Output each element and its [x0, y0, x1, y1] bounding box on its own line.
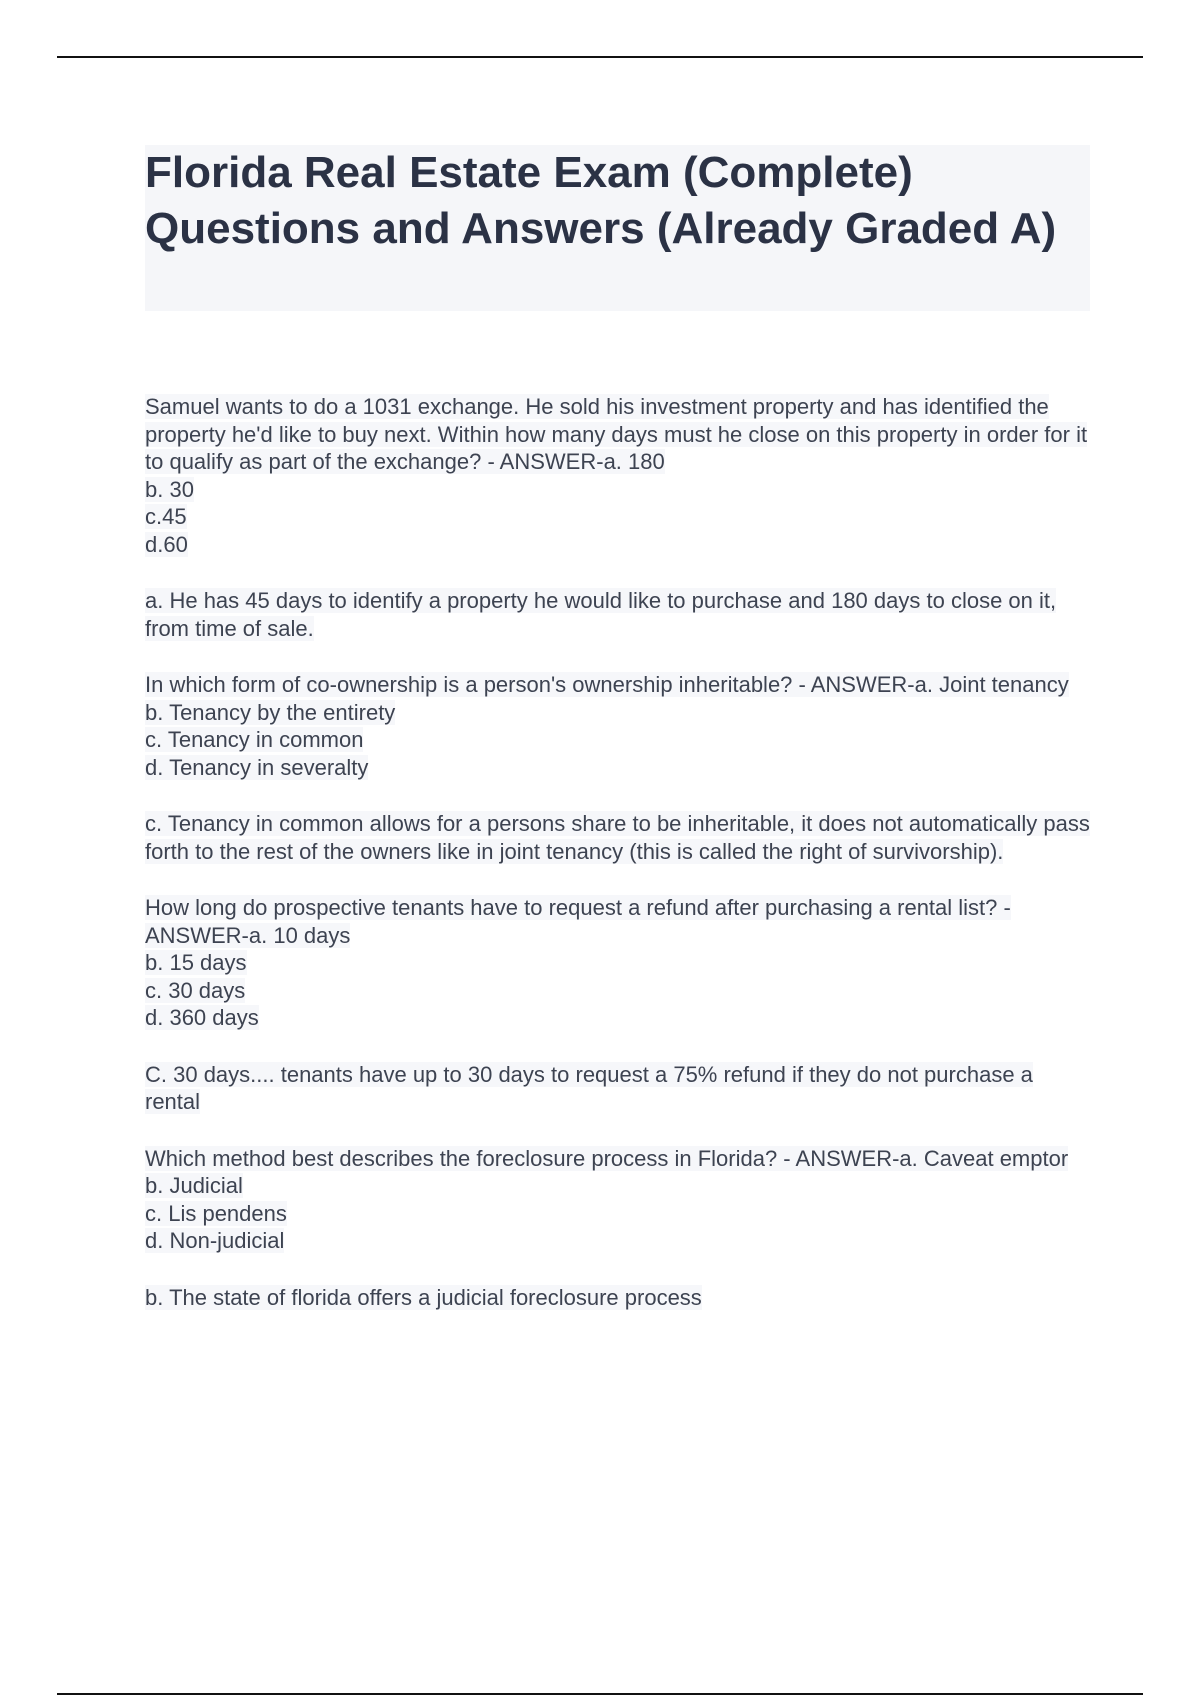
question-3: [145, 894, 1090, 1032]
bottom-rule: [57, 1693, 1143, 1695]
explanation-2: [145, 810, 1090, 865]
explanation-3: [145, 1061, 1090, 1116]
qa-list: [145, 393, 1090, 1311]
question-4: [145, 1145, 1090, 1255]
question-4-text: Which method best describes the foreclosure process in Florida? - ANSWER-a. Caveat emptor b. Judicial c. Lis pendens d. Non-judicial: [145, 1145, 1069, 1253]
explanation-3-text: C. 30 days.... tenants have up to 30 days to request a 75% refund if they do not purchase a rental: [145, 1061, 1033, 1114]
explanation-4: [145, 1284, 1090, 1312]
document-title: Florida Real Estate Exam (Complete) Questions and Answers (Already Graded A): [145, 148, 1057, 253]
title-block: [145, 145, 1090, 311]
question-1: [145, 393, 1090, 558]
explanation-4-text: b. The state of florida offers a judicial foreclosure process: [145, 1284, 702, 1310]
question-1-text: Samuel wants to do a 1031 exchange. He sold his investment property and has identified the property he'd like to buy next. Within how many days must he close on this property in order for it to qualify as part of the exchange? - ANSWER-a. 180 b. 30 c.45 d.60: [145, 394, 1088, 557]
question-2-text: In which form of co-ownership is a person's ownership inheritable? - ANSWER-a. Joint tenancy b. Tenancy by the entirety c. Tenancy in common d. Tenancy in severalty: [145, 672, 1069, 780]
question-2: [145, 671, 1090, 781]
explanation-2-text: c. Tenancy in common allows for a persons share to be inheritable, it does not automatically pass forth to the rest of the owners like in joint tenancy (this is called the right of survivorship).: [145, 811, 1090, 864]
question-3-text: How long do prospective tenants have to request a refund after purchasing a rental list? - ANSWER-a. 10 days b. 15 days c. 30 days d. 360 days: [145, 895, 1011, 1030]
top-rule: [57, 56, 1143, 58]
explanation-1: [145, 587, 1090, 642]
explanation-1-text: a. He has 45 days to identify a property he would like to purchase and 180 days to close on it, from time of sale.: [145, 588, 1057, 641]
page-content: [145, 145, 1090, 1340]
